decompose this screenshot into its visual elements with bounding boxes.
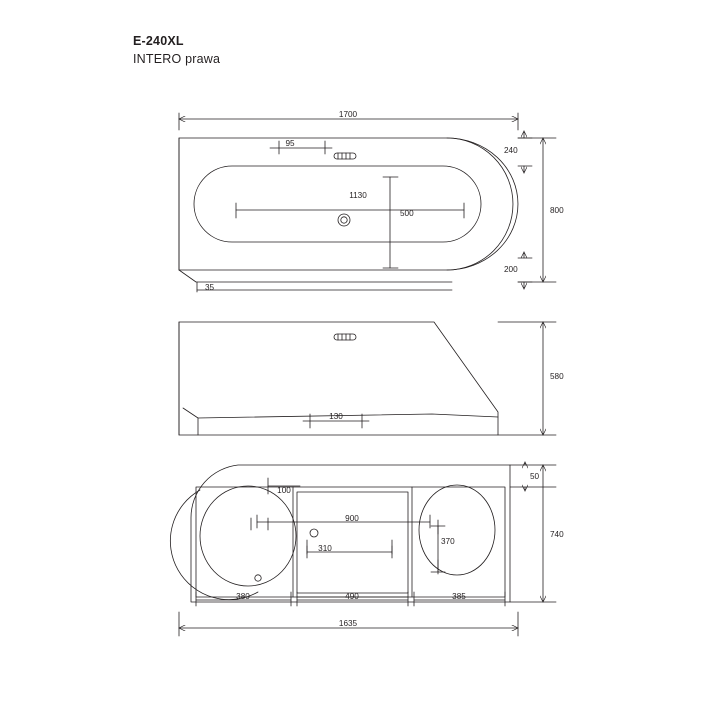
dim-top-35: 35 xyxy=(205,283,215,292)
dim-top-500: 500 xyxy=(400,209,414,218)
dim-top-1700: 1700 xyxy=(338,110,358,119)
dim-front-580: 580 xyxy=(550,372,564,381)
dim-bottom-100: 100 xyxy=(277,486,291,495)
dim-bottom-1635: 1635 xyxy=(338,619,358,628)
bottom-view xyxy=(170,462,556,636)
dim-bottom-490: 490 xyxy=(345,592,359,601)
product-code: E-240XL xyxy=(133,34,184,48)
front-view xyxy=(179,322,556,435)
dim-bottom-900: 900 xyxy=(345,514,359,523)
dim-top-200: 200 xyxy=(504,265,518,274)
dim-top-800: 800 xyxy=(550,206,564,215)
product-name: INTERO prawa xyxy=(133,52,221,67)
dim-bottom-50: 50 xyxy=(530,472,540,481)
dim-front-130: 130 xyxy=(329,412,343,421)
dim-bottom-740: 740 xyxy=(550,530,564,539)
dim-bottom-380: 380 xyxy=(236,592,250,601)
dim-top-1130: 1130 xyxy=(349,191,367,200)
top-view xyxy=(179,113,556,292)
dim-bottom-385: 385 xyxy=(452,592,466,601)
dim-top-240: 240 xyxy=(504,146,518,155)
dim-top-95: 95 xyxy=(285,139,295,148)
dim-bottom-370: 370 xyxy=(441,537,455,546)
dim-bottom-310: 310 xyxy=(318,544,332,553)
